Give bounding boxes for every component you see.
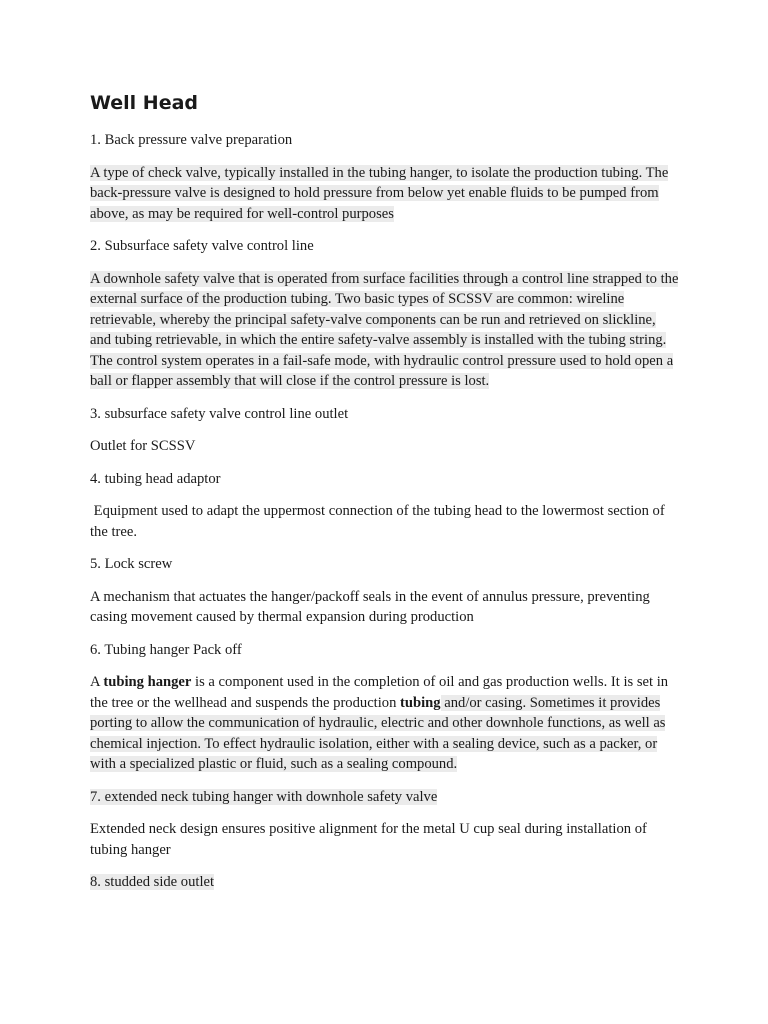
section-heading-7	[90, 787, 680, 808]
section-body-7-text: Extended neck design ensures positive alignment for the metal U cup seal during installation of tubing hanger	[90, 821, 647, 858]
section-body-6-part-a: A	[90, 674, 104, 690]
section-body-5	[90, 587, 680, 628]
section-heading-2-text: 2. Subsurface safety valve control line	[90, 238, 314, 254]
section-heading-8	[90, 872, 680, 893]
section-body-6-part-c: is a component used in the completion of oil and gas production wells. It is set in the tree or the wellhead and suspends the production	[90, 674, 669, 711]
section-heading-7-text: 7. extended neck tubing hanger with downhole safety valve	[90, 788, 438, 805]
section-body-6-bold-2: tubing	[400, 694, 441, 711]
section-heading-5	[90, 554, 680, 575]
section-body-5-text: A mechanism that actuates the hanger/packoff seals in the event of annulus pressure, preventing casing movement caused by thermal expansion during production	[90, 588, 650, 625]
section-heading-1-text: 1. Back pressure valve preparation	[90, 132, 293, 148]
section-body-1-text: A type of check valve, typically installed in the tubing hanger, to isolate the production tubing. The back-pressure valve is designed to hold pressure from below yet enable fluids to be pumped from above, as may be required for well-control purposes	[90, 164, 669, 222]
document-page	[90, 90, 680, 905]
section-body-4-text: Equipment used to adapt the uppermost connection of the tubing head to the lowermost section of the tree.	[90, 503, 669, 540]
section-body-7	[90, 819, 680, 860]
section-body-3	[90, 436, 680, 457]
section-heading-6	[90, 640, 680, 661]
section-body-6-bold-1: tubing hanger	[103, 674, 192, 690]
section-body-2-text: A downhole safety valve that is operated from surface facilities through a control line strapped to the external surface of the production tubing. Two basic types of SCSSV are common: wireline retrievable, whereby the principal safety-valve components can be run and retrieved on slickline, and tubing retrievable, in which the entire safety-valve assembly is installed with the tubing string. The control system operates in a fail-safe mode, with hydraulic control pressure used to hold open a ball or flapper assembly that will close if the control pressure is lost.	[90, 270, 679, 389]
section-body-2	[90, 269, 680, 392]
page-title: Well Head	[90, 92, 199, 114]
section-body-3-text: Outlet for SCSSV	[90, 438, 196, 454]
section-body-4	[90, 501, 680, 542]
section-body-6	[90, 672, 680, 775]
section-body-1	[90, 163, 680, 225]
section-heading-8-text: 8. studded side outlet	[90, 874, 215, 890]
section-heading-4	[90, 469, 680, 490]
section-heading-3-text: 3. subsurface safety valve control line outlet	[90, 405, 349, 422]
section-heading-2	[90, 236, 680, 257]
section-body-6-part-d: and/or casing. Sometimes it provides porting to allow the communication of hydraulic, electric and other downhole functions, as well as chemical injection. To effect hydraulic isolation, either with a sealing device, such as a packer, or with a specialized plastic or fluid, such as a sealing compound.	[90, 694, 666, 772]
section-heading-3	[90, 404, 680, 425]
section-heading-1	[90, 130, 680, 151]
section-heading-4-text: 4. tubing head adaptor	[90, 470, 221, 487]
section-heading-6-text: 6. Tubing hanger Pack off	[90, 641, 242, 658]
section-heading-5-text: 5. Lock screw	[90, 556, 173, 572]
